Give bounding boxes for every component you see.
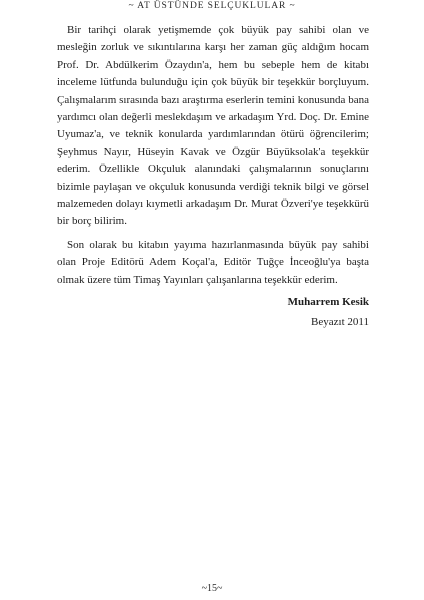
closing-paragraph: Son olarak bu kitabın yayıma hazırlanmasında büyük pay sahibi olan Proje Editörü Adem Koçal'a, Editör Tuğçe İnceoğlu'ya başta olmak üzere tüm Timaş Yayınları çalışanlarına teşekkür ederim. [57, 238, 369, 286]
text-block [57, 22, 369, 331]
running-head: ~ AT ÜSTÜNDE SELÇUKLULAR ~ [128, 1, 296, 11]
author-signature: Muharrem Kesik [287, 296, 369, 309]
page-number: ~15~ [201, 583, 223, 594]
acknowledgement-paragraph: Bir tarihçi olarak yetişmemde çok büyük pay sahibi olan ve mesleğin zorluk ve sıkıntılarına karşı her zaman güç aldığım hocam Prof. Dr. Abdülkerim Özaydın'a, hem bu sebeple hem de kitabı inceleme lütfunda bulunduğu için çok büyük bir teşekkür borçluyum. Çalışmalarım sırasında bazı araştırma eserlerin temini konusunda bana yardımcı olan değerli meslekdaşım ve arkadaşım Yrd. Doç. Dr. Emine Uyumaz'a, ve teknik konularda yardımlarından ötürü öğrencilerim; Şeyhmus Nayır, Hüseyin Kavak ve Özgür Büyüksolak'a teşekkür ederim. Özellikle Okçuluk alanındaki çalışmalarının sonuçlarını bizimle paylaşan ve okçuluk konusunda verdiği teknik bilgi ve görsel malzemeden dolayı kıymetli arkadaşım Dr. Murat Özveri'ye teşekkürü bir borç bilirim. [57, 24, 369, 228]
place-date: Beyazıt 2011 [311, 315, 369, 328]
